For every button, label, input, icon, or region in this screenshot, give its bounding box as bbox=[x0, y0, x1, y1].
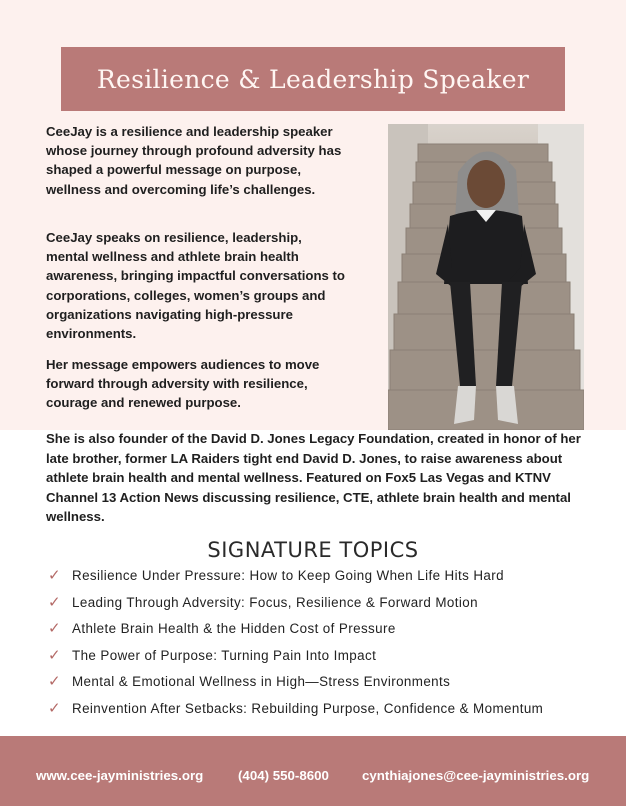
signature-topics-heading: SIGNATURE TOPICS bbox=[207, 538, 419, 562]
speaker-photo bbox=[388, 124, 584, 430]
list-item bbox=[48, 647, 608, 674]
speaker-photo-illustration bbox=[388, 124, 584, 430]
list-item bbox=[48, 567, 608, 594]
check-icon: ✓ bbox=[48, 593, 61, 611]
topic-label: The Power of Purpose: Turning Pain Into Impact bbox=[72, 647, 377, 663]
check-icon: ✓ bbox=[48, 673, 61, 691]
list-item bbox=[48, 700, 608, 727]
phone-number[interactable]: (404) 550-8600 bbox=[238, 768, 329, 783]
page-title: Resilience & Leadership Speaker bbox=[96, 64, 530, 94]
topic-label: Mental & Emotional Wellness in High—Stress Environments bbox=[72, 674, 451, 690]
email-link[interactable]: cynthiajones@cee-jayministries.org bbox=[362, 768, 590, 783]
topic-label: Leading Through Adversity: Focus, Resilience & Forward Motion bbox=[72, 594, 478, 610]
topic-label: Resilience Under Pressure: How to Keep Going When Life Hits Hard bbox=[72, 568, 504, 583]
check-icon: ✓ bbox=[48, 620, 61, 638]
list-item bbox=[48, 620, 608, 647]
topics-list bbox=[48, 567, 608, 727]
check-icon: ✓ bbox=[48, 646, 61, 664]
list-item bbox=[48, 594, 608, 621]
website-link[interactable]: www.cee-jayministries.org bbox=[36, 768, 204, 783]
bio-paragraph-3: Her message empowers audiences to move forward through adversity with resilience, courage and renewed purpose. bbox=[46, 357, 320, 411]
check-icon: ✓ bbox=[48, 567, 61, 584]
topic-label: Reinvention After Setbacks: Rebuilding Purpose, Confidence & Momentum bbox=[72, 700, 544, 716]
title-banner bbox=[61, 47, 565, 111]
topic-label: Athlete Brain Health & the Hidden Cost of Pressure bbox=[72, 621, 396, 637]
bio-paragraph-1: CeeJay is a resilience and leadership speaker whose journey through profound adversity has shaped a powerful message on purpose, wellness and overcoming life’s challenges. bbox=[46, 124, 342, 197]
list-item bbox=[48, 673, 608, 700]
bio-paragraph-2: CeeJay speaks on resilience, leadership, mental wellness and athlete brain health awareness, bringing impactful conversations to corporations, colleges, women’s groups and organizations navigating high-pressure environments. bbox=[46, 230, 345, 342]
check-icon: ✓ bbox=[48, 699, 61, 717]
foundation-paragraph: She is also founder of the David D. Jones Legacy Foundation, created in honor of her late brother, former LA Raiders tight end David D. Jones, to raise awareness about athlete brain health and mental wellness. Featured on Fox5 Las Vegas and KTNV Channel 13 Action News discussing resilience, CTE, athlete brain health and mental wellness. bbox=[46, 431, 581, 525]
footer bbox=[0, 736, 626, 806]
